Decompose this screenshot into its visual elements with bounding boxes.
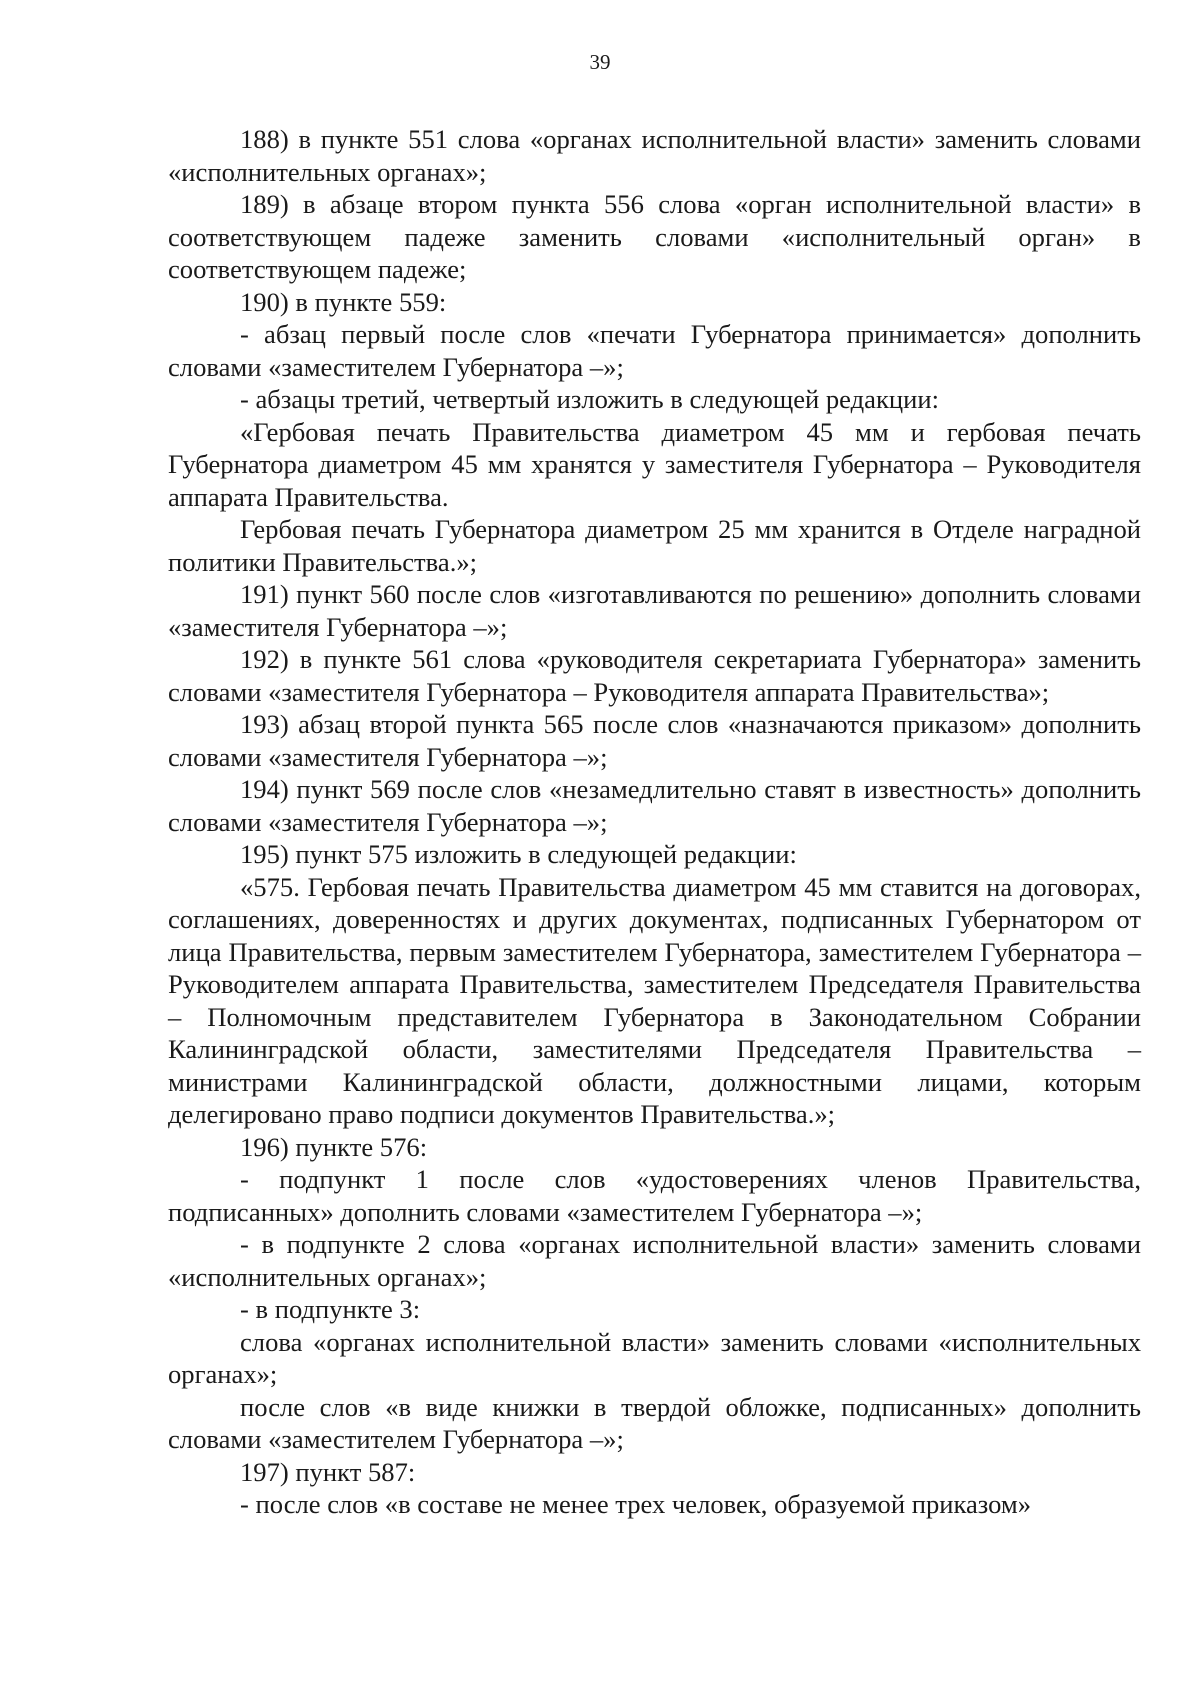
paragraph-quote-575: «575. Гербовая печать Правительства диаметром 45 мм ставится на договорах, соглашениях, доверенностях и других документах, подписанных Губернатором от лица Правительства, первым заместителем Губернатора, заместителем Губернатора – Руководителем аппарата Правительства, заместителем Председателя Правительства – Полномочным представителем Губернатора в Законодательном Собрании Калининградской области, заместителями Председателя Правительства – министрами Калининградской области, должностными лицами, которым делегировано право подписи документов Правительства.»;	[168, 871, 1141, 1129]
document-body	[168, 123, 1141, 1521]
paragraph-190-item-1: - абзац первый после слов «печати Губернатора принимается» дополнить словами «заместителем Губернатора –»;	[168, 319, 1141, 382]
paragraph-193: 193) абзац второй пункта 565 после слов «назначаются приказом» дополнить словами «заместителя Губернатора –»;	[168, 709, 1141, 772]
paragraph-196-item-3-words: слова «органах исполнительной власти» заменить словами «исполнительных органах»;	[168, 1326, 1141, 1389]
paragraph-190-item-2: - абзацы третий, четвертый изложить в следующей редакции:	[240, 384, 939, 414]
page-number: 39	[589, 50, 611, 74]
paragraph-196-item-3-after: после слов «в виде книжки в твердой обложке, подписанных» дополнить словами «заместителем Губернатора –»;	[168, 1391, 1141, 1454]
paragraph-194: 194) пункт 569 после слов «незамедлительно ставят в известность» дополнить словами «заместителя Губернатора –»;	[168, 774, 1141, 837]
paragraph-196-item-3: - в подпункте 3:	[240, 1294, 421, 1324]
paragraph-189: 189) в абзаце втором пункта 556 слова «орган исполнительной власти» в соответствующем падеже заменить словами «исполнительный орган» в соответствующем падеже;	[168, 189, 1141, 284]
paragraph-quote-seal-45: «Гербовая печать Правительства диаметром 45 мм и гербовая печать Губернатора диаметром 45 мм хранятся у заместителя Губернатора – Руководителя аппарата Правительства.	[168, 416, 1141, 512]
paragraph-196-item-1: - подпункт 1 после слов «удостоверениях членов Правительства, подписанных» дополнить словами «заместителем Губернатора –»;	[168, 1164, 1141, 1227]
paragraph-195: 195) пункт 575 изложить в следующей редакции:	[240, 839, 797, 869]
paragraph-190: 190) в пункте 559:	[240, 286, 447, 317]
paragraph-197-item-1: - после слов «в составе не менее трех человек, образуемой приказом»	[240, 1489, 1032, 1519]
paragraph-197: 197) пункт 587:	[240, 1456, 416, 1487]
paragraph-191: 191) пункт 560 после слов «изготавливаются по решению» дополнить словами «заместителя Губернатора –»;	[168, 579, 1141, 642]
paragraph-quote-seal-25: Гербовая печать Губернатора диаметром 25 мм хранится в Отделе наградной политики Правительства.»;	[168, 514, 1141, 577]
paragraph-188: 188) в пункте 551 слова «органах исполнительной власти» заменить словами «исполнительных органах»;	[168, 124, 1141, 187]
paragraph-196: 196) пункте 576:	[240, 1131, 428, 1162]
paragraph-196-item-2: - в подпункте 2 слова «органах исполнительной власти» заменить словами «исполнительных органах»;	[168, 1229, 1141, 1292]
paragraph-192: 192) в пункте 561 слова «руководителя секретариата Губернатора» заменить словами «заместителя Губернатора – Руководителя аппарата Правительства»;	[168, 644, 1141, 707]
